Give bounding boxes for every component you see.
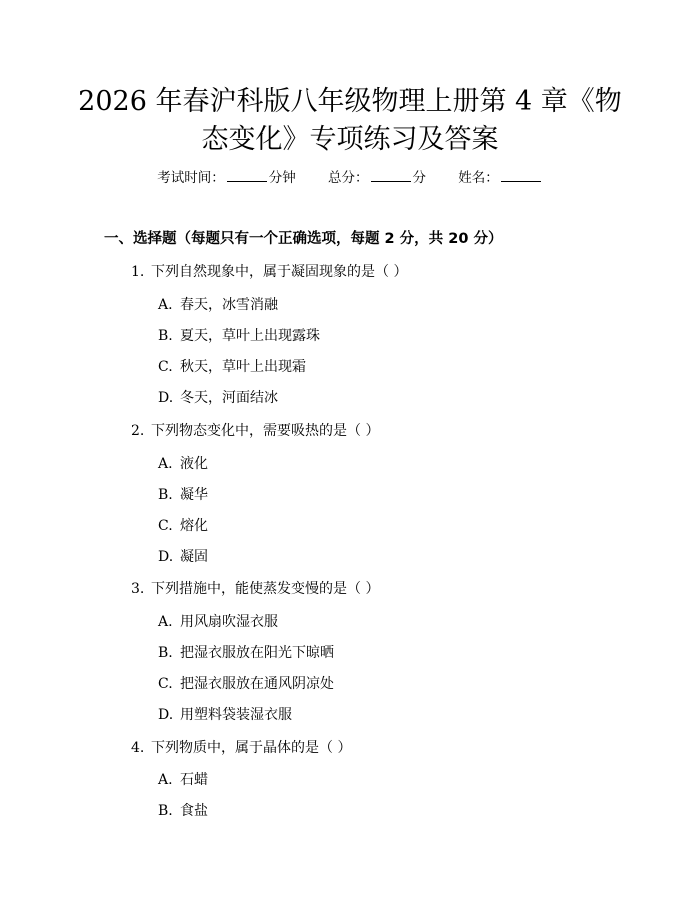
option-text: 熔化 bbox=[180, 518, 208, 534]
option-letter: D. bbox=[158, 707, 174, 723]
document-title-line-1: 2026 年春沪科版八年级物理上册第 4 章《物 bbox=[78, 86, 622, 117]
option-letter: B. bbox=[158, 645, 173, 661]
question-1-option-a bbox=[158, 295, 278, 315]
section-heading: 一、选择题（每题只有一个正确选项，每题 2 分，共 20 分） bbox=[104, 231, 503, 247]
exam-time-unit: 分钟 bbox=[268, 170, 296, 186]
option-text: 食盐 bbox=[180, 803, 208, 819]
option-text: 把湿衣服放在阳光下晾晒 bbox=[180, 645, 334, 661]
option-letter: C. bbox=[158, 359, 173, 375]
question-2-option-a bbox=[158, 454, 208, 474]
question-number: 1. bbox=[131, 264, 145, 280]
question-3-option-b bbox=[158, 643, 334, 663]
question-2-option-b bbox=[158, 485, 208, 505]
question-number: 3. bbox=[131, 581, 145, 597]
option-letter: B. bbox=[158, 328, 173, 344]
question-1-option-c bbox=[158, 357, 306, 377]
question-4 bbox=[131, 738, 351, 758]
total-score-blank bbox=[371, 167, 411, 182]
question-3-option-c bbox=[158, 674, 334, 694]
question-4-option-b bbox=[158, 801, 208, 821]
total-score-unit: 分 bbox=[412, 170, 426, 186]
exam-time bbox=[157, 167, 296, 188]
option-letter: D. bbox=[158, 549, 174, 565]
student-name-blank bbox=[501, 167, 541, 182]
exam-time-label: 考试时间： bbox=[157, 170, 225, 186]
total-score-label: 总分： bbox=[328, 170, 369, 186]
question-text: 下列措施中，能使蒸发变慢的是（ ） bbox=[151, 581, 380, 597]
question-1 bbox=[131, 262, 407, 282]
option-text: 石蜡 bbox=[180, 772, 208, 788]
student-name-label: 姓名： bbox=[458, 170, 499, 186]
question-3-option-d bbox=[158, 705, 292, 725]
option-text: 用风扇吹湿衣服 bbox=[180, 614, 278, 630]
question-text: 下列自然现象中，属于凝固现象的是（ ） bbox=[151, 264, 408, 280]
option-letter: D. bbox=[158, 390, 174, 406]
option-text: 用塑料袋装湿衣服 bbox=[180, 707, 292, 723]
question-2-option-c bbox=[158, 516, 208, 536]
student-name bbox=[458, 167, 543, 188]
option-text: 夏天，草叶上出现露珠 bbox=[180, 328, 320, 344]
option-text: 秋天，草叶上出现霜 bbox=[180, 359, 306, 375]
option-text: 液化 bbox=[180, 456, 208, 472]
option-letter: B. bbox=[158, 803, 173, 819]
option-letter: A. bbox=[158, 297, 173, 313]
question-number: 2. bbox=[131, 423, 145, 439]
option-text: 把湿衣服放在通风阴凉处 bbox=[180, 676, 334, 692]
question-1-option-d bbox=[158, 388, 278, 408]
option-text: 春天，冰雪消融 bbox=[180, 297, 278, 313]
document-title-line-2: 态变化》专项练习及答案 bbox=[201, 124, 499, 155]
question-number: 4. bbox=[131, 740, 145, 756]
question-3-option-a bbox=[158, 612, 278, 632]
question-text: 下列物态变化中，需要吸热的是（ ） bbox=[151, 423, 380, 439]
option-letter: A. bbox=[158, 614, 173, 630]
question-3 bbox=[131, 579, 379, 599]
option-letter: A. bbox=[158, 772, 173, 788]
question-4-option-a bbox=[158, 770, 208, 790]
option-letter: C. bbox=[158, 518, 173, 534]
option-letter: C. bbox=[158, 676, 173, 692]
option-text: 冬天，河面结冰 bbox=[180, 390, 278, 406]
exam-info bbox=[0, 167, 700, 188]
question-2 bbox=[131, 421, 379, 441]
question-1-option-b bbox=[158, 326, 320, 346]
total-score bbox=[328, 167, 426, 188]
exam-time-blank bbox=[227, 167, 267, 182]
question-2-option-d bbox=[158, 547, 208, 567]
option-text: 凝华 bbox=[180, 487, 208, 503]
option-letter: B. bbox=[158, 487, 173, 503]
option-text: 凝固 bbox=[180, 549, 208, 565]
option-letter: A. bbox=[158, 456, 173, 472]
question-text: 下列物质中，属于晶体的是（ ） bbox=[151, 740, 352, 756]
